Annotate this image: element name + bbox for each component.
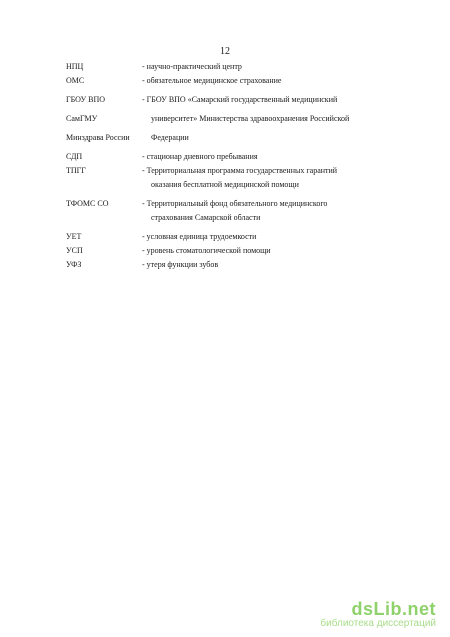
abbreviation-row	[66, 93, 386, 145]
abbreviation-definition: - обязательное медицинское страхование	[142, 76, 282, 85]
watermark	[320, 599, 436, 629]
abbreviation-term: НПЦ	[66, 62, 84, 71]
abbreviation-row	[66, 150, 386, 164]
abbreviation-term: ОМС	[66, 76, 85, 85]
abbreviation-term: УФЗ	[66, 260, 82, 269]
abbreviation-definition: - условная единица трудоемкости	[142, 232, 257, 241]
abbreviation-term: ТФОМС СО	[66, 199, 109, 208]
abbreviation-row	[66, 258, 386, 272]
abbreviation-row	[66, 74, 386, 88]
abbreviation-row	[66, 244, 386, 258]
watermark-logo: dsLib.net	[351, 599, 436, 619]
abbreviation-term: УЕТ	[66, 232, 82, 241]
abbreviation-term: ТПГГ	[66, 166, 86, 175]
abbreviation-term: СДП	[66, 152, 83, 161]
abbreviation-term: УСП	[66, 246, 83, 255]
abbreviation-row	[66, 197, 386, 225]
page-number: 12	[220, 46, 230, 57]
watermark-subtitle: библиотека диссертаций	[320, 618, 436, 629]
abbreviation-term: ГБОУ ВПО СамГМУ Минздрава России	[66, 95, 130, 142]
abbreviation-definition: - Территориальная программа государственных гарантий оказания бесплатной медицинской помощи	[142, 166, 338, 189]
abbreviation-row	[66, 60, 386, 74]
abbreviation-definition: - стационар дневного пребывания	[142, 152, 258, 161]
abbreviation-definition: - научно-практический центр	[142, 62, 242, 71]
abbreviation-row	[66, 230, 386, 244]
abbreviation-definition: - утеря функции зубов	[142, 260, 219, 269]
abbreviation-definition: - уровень стоматологической помощи	[142, 246, 271, 255]
abbreviation-list	[66, 60, 386, 272]
abbreviation-row	[66, 164, 386, 192]
abbreviation-definition: - Территориальный фонд обязательного медицинского страхования Самарской области	[142, 199, 328, 222]
abbreviation-definition: - ГБОУ ВПО «Самарский государственный медицинский университет» Министерства здравоохранения Российской Федерации	[142, 95, 350, 142]
